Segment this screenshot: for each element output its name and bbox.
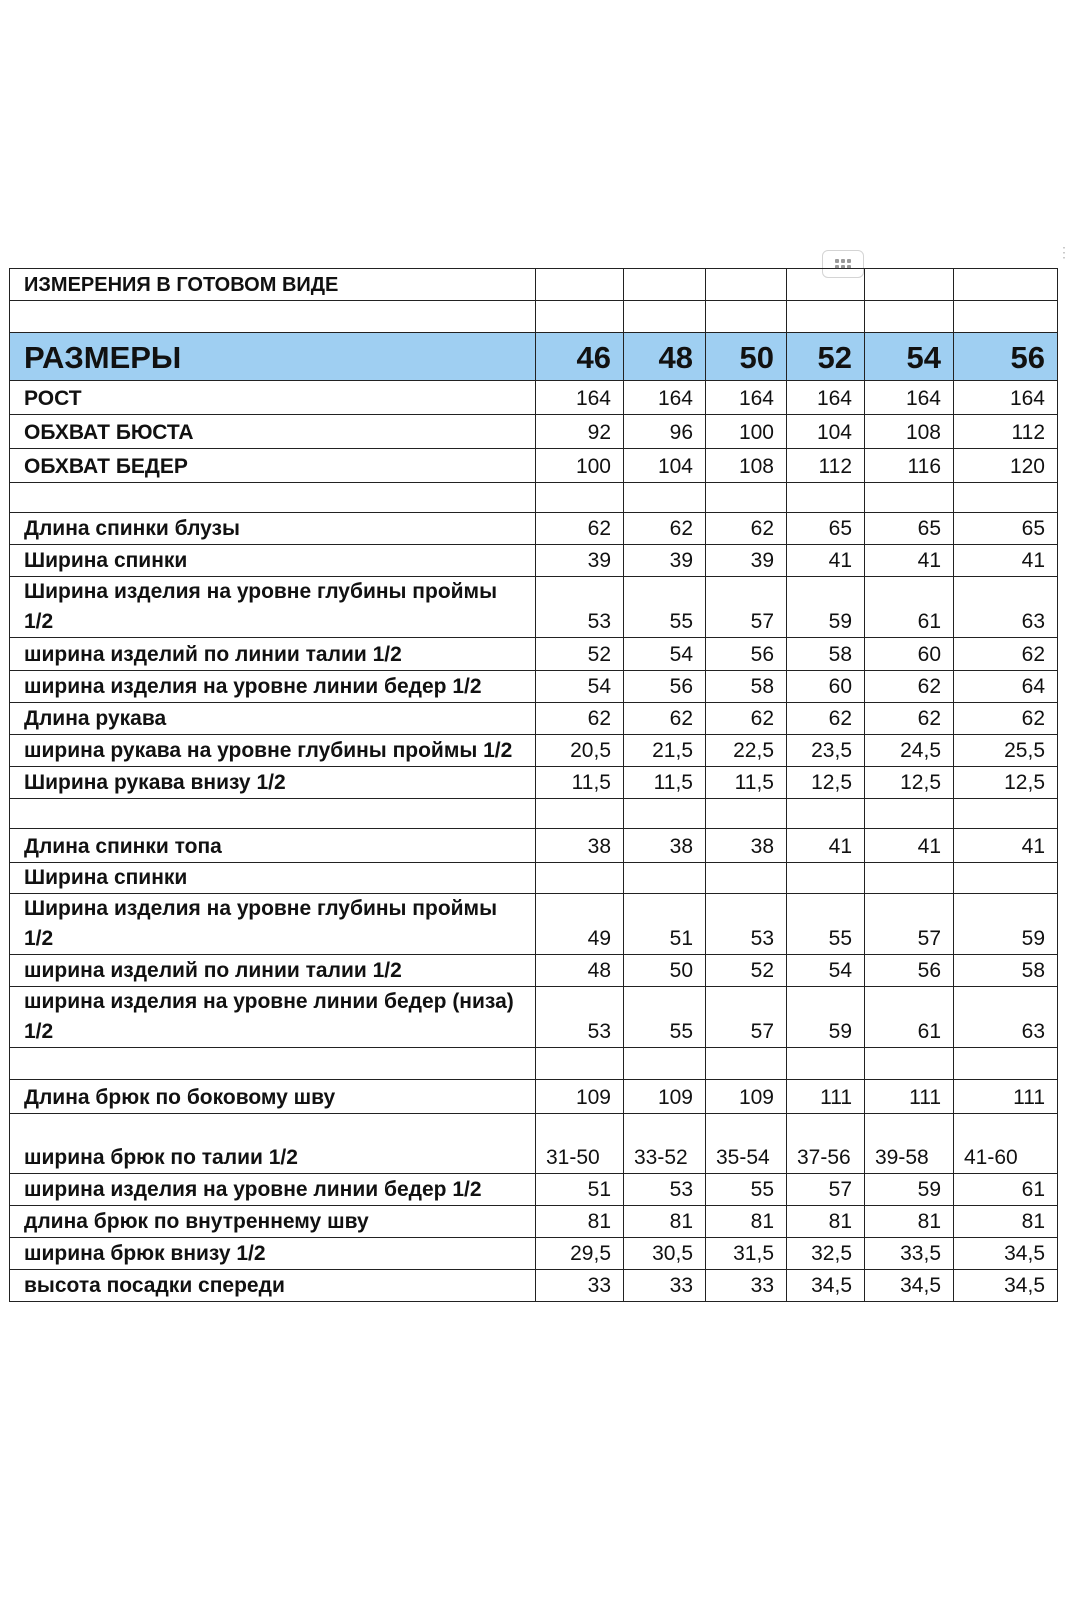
value-cell: 52 (536, 638, 624, 671)
value-cell: 12,5 (787, 767, 865, 799)
value-cell: 41-60 (954, 1114, 1058, 1174)
value-cell: 32,5 (787, 1238, 865, 1270)
value-cell: 33-52 (624, 1114, 706, 1174)
value-cell: 61 (865, 987, 954, 1048)
value-cell: 61 (865, 577, 954, 638)
value-cell: 31,5 (706, 1238, 787, 1270)
value-cell: 38 (536, 829, 624, 863)
value-cell: 62 (536, 703, 624, 735)
value-cell: 52 (706, 955, 787, 987)
value-cell: 164 (706, 381, 787, 415)
value-cell: 81 (706, 1206, 787, 1238)
table-row (10, 955, 1058, 987)
value-cell: 21,5 (624, 735, 706, 767)
value-cell: 60 (787, 671, 865, 703)
size-measurements-table (9, 268, 1058, 1302)
value-cell: 65 (787, 513, 865, 545)
value-cell: 81 (865, 1206, 954, 1238)
value-cell: 39 (536, 545, 624, 577)
value-cell: 34,5 (865, 1270, 954, 1302)
value-cell: 112 (787, 449, 865, 483)
row-label: Ширина спинки (10, 545, 536, 577)
value-cell: 100 (536, 449, 624, 483)
blank-row (10, 799, 1058, 829)
value-cell: 59 (787, 577, 865, 638)
value-cell: 38 (624, 829, 706, 863)
table-row (10, 577, 1058, 638)
value-cell (865, 863, 954, 894)
value-cell: 111 (865, 1080, 954, 1114)
size-cell: 50 (706, 333, 787, 381)
value-cell: 39-58 (865, 1114, 954, 1174)
table-row (10, 987, 1058, 1048)
value-cell: 55 (706, 1174, 787, 1206)
value-cell: 62 (536, 513, 624, 545)
table-title: ИЗМЕРЕНИЯ В ГОТОВОМ ВИДЕ (10, 269, 536, 301)
row-label: РОСТ (10, 381, 536, 415)
value-cell: 49 (536, 894, 624, 955)
edge-marker-icon: ⋮ (1057, 244, 1071, 260)
value-cell: 108 (865, 415, 954, 449)
value-cell: 31-50 (536, 1114, 624, 1174)
size-cell: 48 (624, 333, 706, 381)
table-row (10, 1238, 1058, 1270)
table-row (10, 638, 1058, 671)
size-cell: 56 (954, 333, 1058, 381)
table-row (10, 735, 1058, 767)
size-cell: 54 (865, 333, 954, 381)
value-cell: 34,5 (954, 1238, 1058, 1270)
value-cell: 53 (624, 1174, 706, 1206)
value-cell: 62 (706, 703, 787, 735)
table-row (10, 415, 1058, 449)
value-cell (954, 863, 1058, 894)
value-cell: 109 (536, 1080, 624, 1114)
blank-row (10, 483, 1058, 513)
value-cell: 108 (706, 449, 787, 483)
value-cell: 54 (624, 638, 706, 671)
table-row (10, 513, 1058, 545)
value-cell (536, 863, 624, 894)
row-label: ОБХВАТ БЕДЕР (10, 449, 536, 483)
row-label: высота посадки спереди (10, 1270, 536, 1302)
value-cell: 164 (536, 381, 624, 415)
value-cell: 37-56 (787, 1114, 865, 1174)
table-row (10, 449, 1058, 483)
value-cell: 56 (706, 638, 787, 671)
value-cell: 62 (954, 703, 1058, 735)
value-cell: 65 (865, 513, 954, 545)
value-cell: 22,5 (706, 735, 787, 767)
value-cell: 53 (536, 987, 624, 1048)
value-cell: 56 (624, 671, 706, 703)
value-cell: 35-54 (706, 1114, 787, 1174)
value-cell: 60 (865, 638, 954, 671)
value-cell: 59 (787, 987, 865, 1048)
value-cell: 81 (954, 1206, 1058, 1238)
value-cell: 164 (787, 381, 865, 415)
value-cell: 12,5 (954, 767, 1058, 799)
value-cell: 109 (624, 1080, 706, 1114)
value-cell: 62 (624, 513, 706, 545)
sizes-label: РАЗМЕРЫ (10, 333, 536, 381)
row-label: Ширина изделия на уровне глубины проймы 1/2 (10, 894, 536, 955)
value-cell: 58 (954, 955, 1058, 987)
table-row (10, 1206, 1058, 1238)
value-cell: 53 (706, 894, 787, 955)
row-label: Длина спинки топа (10, 829, 536, 863)
row-label: ширина изделия на уровне линии бедер 1/2 (10, 671, 536, 703)
value-cell: 55 (787, 894, 865, 955)
value-cell: 41 (865, 829, 954, 863)
value-cell: 30,5 (624, 1238, 706, 1270)
value-cell: 63 (954, 577, 1058, 638)
value-cell: 65 (954, 513, 1058, 545)
row-label: ширина брюк по талии 1/2 (10, 1114, 536, 1174)
row-label: ширина брюк внизу 1/2 (10, 1238, 536, 1270)
value-cell: 39 (624, 545, 706, 577)
sizes-header-row (10, 333, 1058, 381)
value-cell: 11,5 (706, 767, 787, 799)
value-cell (787, 863, 865, 894)
row-label: ОБХВАТ БЮСТА (10, 415, 536, 449)
value-cell: 58 (787, 638, 865, 671)
value-cell: 54 (787, 955, 865, 987)
value-cell: 92 (536, 415, 624, 449)
blank-row (10, 301, 1058, 333)
table-row (10, 829, 1058, 863)
value-cell: 51 (624, 894, 706, 955)
row-label: ширина рукава на уровне глубины проймы 1/2 (10, 735, 536, 767)
row-label: Ширина спинки (10, 863, 536, 894)
table-row (10, 1080, 1058, 1114)
value-cell: 51 (536, 1174, 624, 1206)
value-cell: 23,5 (787, 735, 865, 767)
value-cell: 164 (624, 381, 706, 415)
value-cell: 104 (787, 415, 865, 449)
size-cell: 52 (787, 333, 865, 381)
row-label: Ширина изделия на уровне глубины проймы 1/2 (10, 577, 536, 638)
value-cell: 62 (954, 638, 1058, 671)
row-label: Длина рукава (10, 703, 536, 735)
value-cell: 81 (536, 1206, 624, 1238)
table-row (10, 1270, 1058, 1302)
value-cell: 53 (536, 577, 624, 638)
value-cell: 34,5 (787, 1270, 865, 1302)
value-cell: 20,5 (536, 735, 624, 767)
row-label: ширина изделий по линии талии 1/2 (10, 955, 536, 987)
value-cell: 57 (706, 577, 787, 638)
value-cell: 56 (865, 955, 954, 987)
value-cell: 58 (706, 671, 787, 703)
value-cell: 41 (954, 829, 1058, 863)
table-row (10, 671, 1058, 703)
value-cell: 50 (624, 955, 706, 987)
value-cell: 34,5 (954, 1270, 1058, 1302)
value-cell: 55 (624, 987, 706, 1048)
value-cell: 57 (706, 987, 787, 1048)
value-cell: 55 (624, 577, 706, 638)
row-label: ширина изделий по линии талии 1/2 (10, 638, 536, 671)
value-cell: 111 (954, 1080, 1058, 1114)
value-cell: 11,5 (536, 767, 624, 799)
value-cell: 48 (536, 955, 624, 987)
table-row (10, 863, 1058, 894)
value-cell: 38 (706, 829, 787, 863)
value-cell: 33 (536, 1270, 624, 1302)
table-row (10, 381, 1058, 415)
value-cell: 39 (706, 545, 787, 577)
value-cell: 41 (954, 545, 1058, 577)
table-row (10, 767, 1058, 799)
value-cell: 164 (865, 381, 954, 415)
value-cell: 81 (624, 1206, 706, 1238)
value-cell: 59 (865, 1174, 954, 1206)
value-cell: 104 (624, 449, 706, 483)
row-label: ширина изделия на уровне линии бедер 1/2 (10, 1174, 536, 1206)
table-row (10, 545, 1058, 577)
size-cell: 46 (536, 333, 624, 381)
value-cell: 112 (954, 415, 1058, 449)
value-cell: 12,5 (865, 767, 954, 799)
value-cell: 81 (787, 1206, 865, 1238)
value-cell: 63 (954, 987, 1058, 1048)
value-cell: 64 (954, 671, 1058, 703)
row-label: Длина спинки блузы (10, 513, 536, 545)
value-cell: 100 (706, 415, 787, 449)
value-cell: 59 (954, 894, 1058, 955)
table-row (10, 894, 1058, 955)
value-cell: 54 (536, 671, 624, 703)
table-title-row (10, 269, 1058, 301)
value-cell: 29,5 (536, 1238, 624, 1270)
row-label: ширина изделия на уровне линии бедер (низа) 1/2 (10, 987, 536, 1048)
blank-row (10, 1048, 1058, 1080)
value-cell: 33 (624, 1270, 706, 1302)
value-cell: 62 (624, 703, 706, 735)
value-cell: 57 (787, 1174, 865, 1206)
value-cell: 120 (954, 449, 1058, 483)
value-cell: 25,5 (954, 735, 1058, 767)
value-cell (624, 863, 706, 894)
value-cell: 41 (787, 545, 865, 577)
value-cell: 62 (865, 671, 954, 703)
value-cell: 11,5 (624, 767, 706, 799)
row-label: Ширина рукава внизу 1/2 (10, 767, 536, 799)
value-cell: 109 (706, 1080, 787, 1114)
value-cell: 61 (954, 1174, 1058, 1206)
value-cell: 62 (706, 513, 787, 545)
table-row (10, 703, 1058, 735)
value-cell: 62 (865, 703, 954, 735)
value-cell: 57 (865, 894, 954, 955)
value-cell: 116 (865, 449, 954, 483)
value-cell: 41 (865, 545, 954, 577)
value-cell: 111 (787, 1080, 865, 1114)
value-cell (706, 863, 787, 894)
row-label: Длина брюк по боковому шву (10, 1080, 536, 1114)
value-cell: 96 (624, 415, 706, 449)
value-cell: 62 (787, 703, 865, 735)
value-cell: 24,5 (865, 735, 954, 767)
value-cell: 164 (954, 381, 1058, 415)
value-cell: 33 (706, 1270, 787, 1302)
value-cell: 33,5 (865, 1238, 954, 1270)
table-row (10, 1174, 1058, 1206)
table-row (10, 1114, 1058, 1174)
value-cell: 41 (787, 829, 865, 863)
row-label: длина брюк по внутреннему шву (10, 1206, 536, 1238)
